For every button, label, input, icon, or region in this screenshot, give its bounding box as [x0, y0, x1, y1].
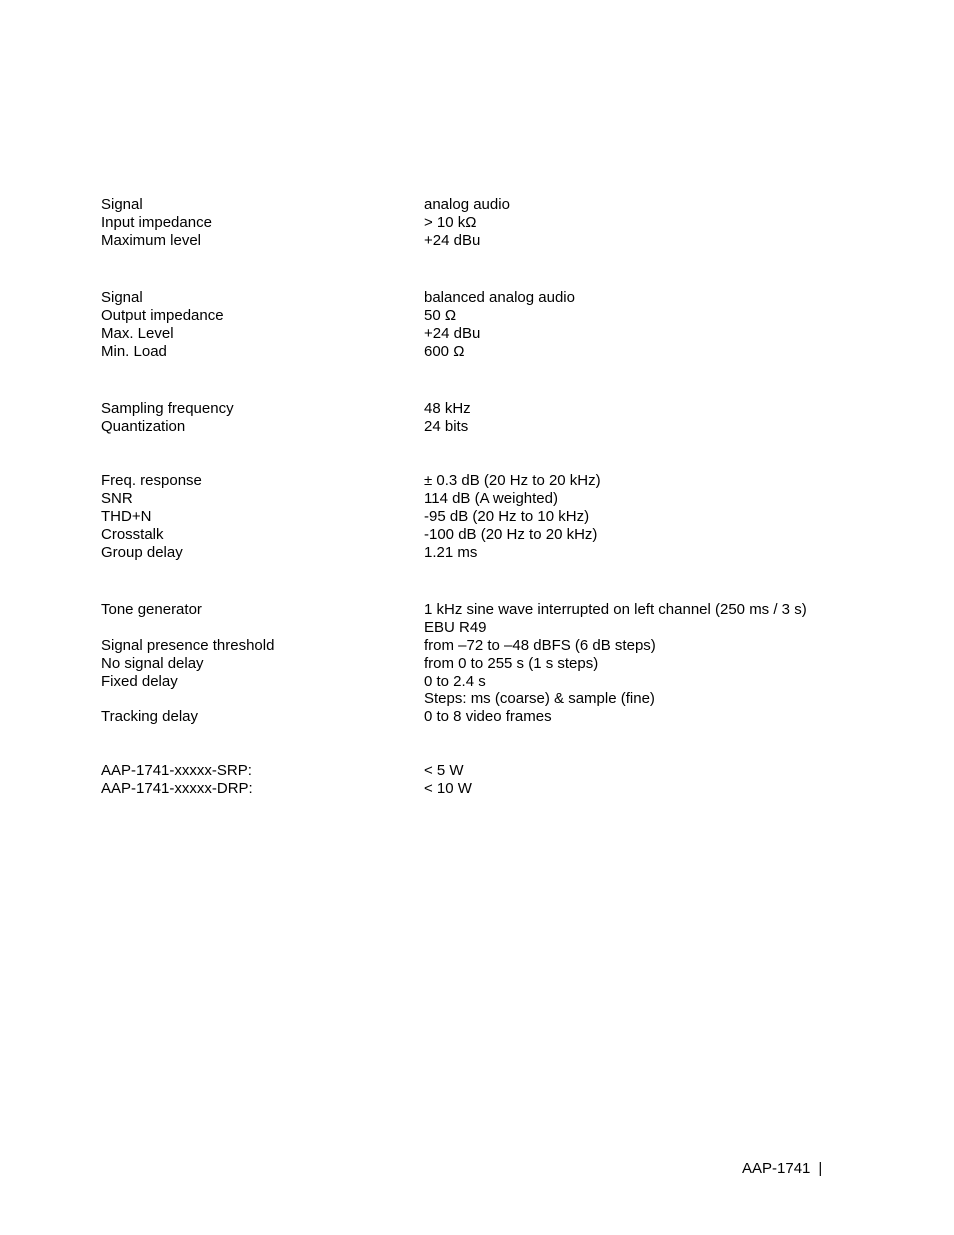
spec-value: 0 to 2.4 s	[424, 672, 486, 690]
spec-label: Output impedance	[101, 306, 224, 324]
spec-row	[101, 307, 861, 325]
spec-label: AAP-1741-xxxxx-SRP:	[101, 762, 252, 779]
spec-row	[101, 490, 861, 508]
spec-row	[101, 418, 861, 436]
spec-row	[101, 343, 861, 361]
footer-separator: |	[818, 1160, 823, 1177]
spec-label: Max. Level	[101, 324, 174, 342]
spec-label: Signal	[101, 289, 143, 306]
spec-section-input	[101, 196, 861, 250]
spec-row	[101, 637, 861, 655]
spec-label: No signal delay	[101, 654, 204, 672]
spec-value: < 5 W	[424, 762, 464, 779]
page-footer	[742, 1160, 822, 1178]
spec-value: > 10 kΩ	[424, 213, 477, 231]
spec-row	[101, 232, 861, 250]
spec-label: Signal	[101, 196, 143, 213]
spec-row	[101, 544, 861, 562]
spec-value: 48 kHz	[424, 400, 471, 417]
spec-value: 1.21 ms	[424, 543, 478, 561]
spec-label: Tracking delay	[101, 708, 198, 726]
spec-value: EBU R49	[424, 618, 487, 636]
spec-value: 600 Ω	[424, 342, 465, 360]
spec-value: 114 dB (A weighted)	[424, 489, 558, 507]
spec-label: Group delay	[101, 543, 183, 561]
spec-row	[101, 690, 861, 708]
spec-value: 1 kHz sine wave interrupted on left channel (250 ms / 3 s)	[424, 601, 807, 618]
spec-row	[101, 325, 861, 343]
spec-label: Maximum level	[101, 231, 202, 249]
spec-row	[101, 508, 861, 526]
spec-label: Fixed delay	[101, 672, 178, 690]
spec-row	[101, 655, 861, 673]
spec-value: -100 dB (20 Hz to 20 kHz)	[424, 525, 598, 543]
spec-section-processing	[101, 601, 861, 726]
spec-label: Sampling frequency	[101, 400, 234, 417]
spec-row	[101, 673, 861, 691]
spec-value: Steps: ms (coarse) & sample (fine)	[424, 690, 655, 708]
spec-row	[101, 619, 861, 637]
spec-row	[101, 526, 861, 544]
spec-section-performance	[101, 472, 861, 561]
spec-label: Signal presence threshold	[101, 636, 275, 654]
spec-label: Quantization	[101, 417, 186, 435]
spec-value: -95 dB (20 Hz to 10 kHz)	[424, 507, 590, 525]
spec-value: ± 0.3 dB (20 Hz to 20 kHz)	[424, 472, 601, 489]
spec-label: SNR	[101, 489, 133, 507]
spec-label: Crosstalk	[101, 525, 164, 543]
spec-value: +24 dBu	[424, 231, 481, 249]
spec-section-output	[101, 289, 861, 361]
spec-label: Freq. response	[101, 472, 202, 489]
spec-row	[101, 708, 861, 726]
spec-value: < 10 W	[424, 779, 472, 797]
spec-value: 24 bits	[424, 417, 469, 435]
spec-value: from 0 to 255 s (1 s steps)	[424, 654, 599, 672]
spec-value: 50 Ω	[424, 306, 457, 324]
spec-row	[101, 780, 861, 798]
spec-section-conversion	[101, 400, 861, 436]
spec-label: Tone generator	[101, 601, 202, 618]
spec-row	[101, 400, 861, 418]
spec-label: Input impedance	[101, 213, 212, 231]
spec-label: AAP-1741-xxxxx-DRP:	[101, 779, 253, 797]
spec-value: from –72 to –48 dBFS (6 dB steps)	[424, 636, 656, 654]
spec-value: analog audio	[424, 196, 510, 213]
spec-row	[101, 214, 861, 232]
spec-row	[101, 196, 861, 214]
spec-value: balanced analog audio	[424, 289, 575, 306]
spec-row	[101, 472, 861, 490]
spec-label: THD+N	[101, 507, 152, 525]
spec-row	[101, 289, 861, 307]
spec-value: 0 to 8 video frames	[424, 708, 552, 726]
spec-row	[101, 762, 861, 780]
spec-section-power	[101, 762, 861, 798]
spec-row	[101, 601, 861, 619]
spec-value: +24 dBu	[424, 324, 481, 342]
footer-doc-name: AAP-1741	[742, 1160, 811, 1177]
spec-label: Min. Load	[101, 342, 167, 360]
